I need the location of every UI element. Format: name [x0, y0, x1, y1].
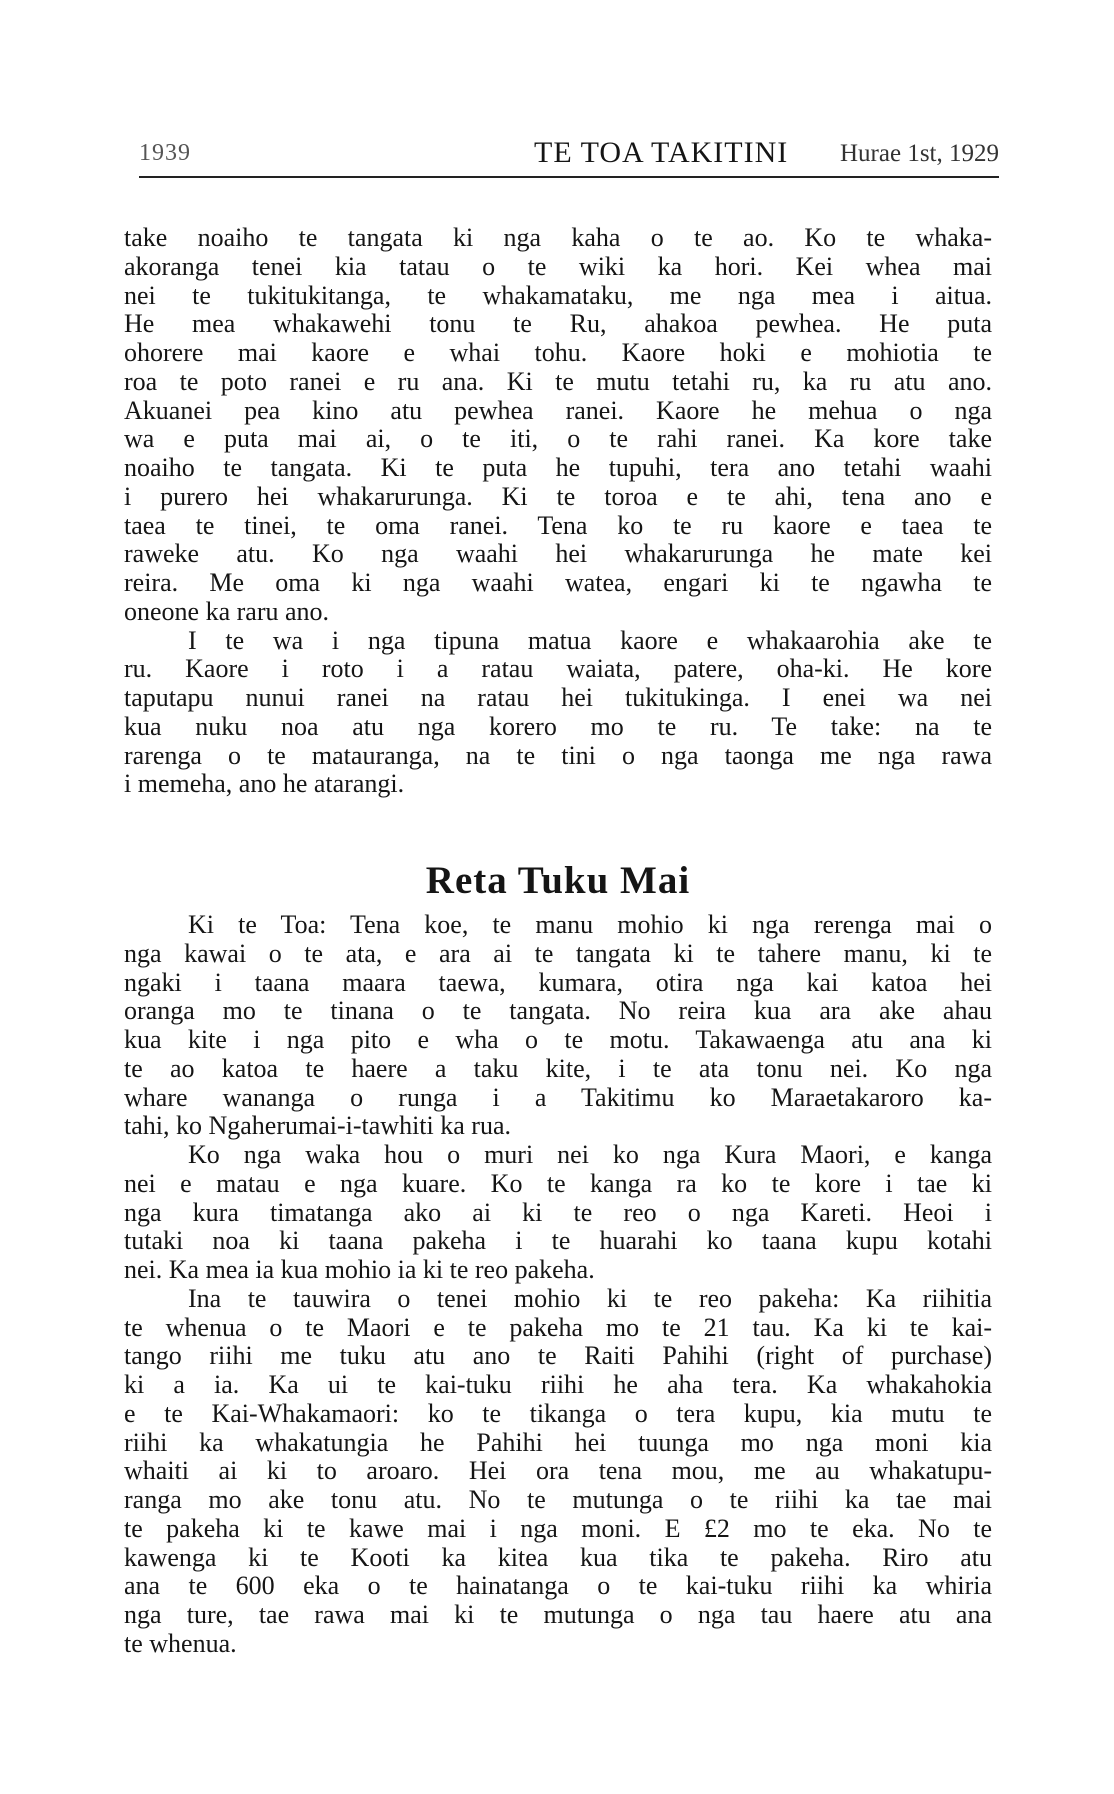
text-line: te ao katoa te haere a taku kite, i te ata tonu nei. Ko nga	[124, 1053, 992, 1083]
text-line: kawenga ki te Kooti ka kitea kua tika te pakeha. Riro atu	[124, 1542, 992, 1572]
text-line: nei te tukitukitanga, te whakamataku, me nga mea i aitua.	[124, 280, 992, 310]
text-line: ki a ia. Ka ui te kai-tuku riihi he aha tera. Ka whakahokia	[124, 1370, 992, 1399]
text-line: whaiti ai ki to aroaro. Hei ora tena mou, me au whakatupu-	[124, 1456, 992, 1486]
text-line: rarenga o te matauranga, na te tini o nga taonga me nga rawa	[124, 740, 992, 770]
text-line: te pakeha ki te kawe mai i nga moni. E £2 mo te eka. No te	[124, 1513, 992, 1543]
text-line: Ko nga waka hou o muri nei ko nga Kura Maori, e kanga	[188, 1140, 992, 1169]
page-header	[139, 136, 999, 178]
text-line: tahi, ko Ngaherumai-i-tawhiti ka rua.	[124, 1111, 511, 1141]
letter-body	[124, 911, 992, 1659]
text-line: i memeha, ano he atarangi.	[124, 769, 405, 799]
text-line: akoranga tenei kia tatau o te wiki ka hori. Kei whea mai	[124, 251, 992, 281]
text-line: riihi ka whakatungia he Pahihi hei tuunga mo nga moni kia	[124, 1427, 992, 1457]
text-line: ngaki i taana maara taewa, kumara, otira nga kai katoa hei	[124, 967, 992, 997]
text-line: oranga mo te tinana o te tangata. No reira kua ara ake ahau	[124, 996, 992, 1026]
text-line: tutaki noa ki taana pakeha i te huarahi ko taana kupu kotahi	[124, 1226, 992, 1256]
text-line: I te wa i nga tipuna matua kaore e whakaarohia ake te	[188, 625, 992, 655]
page-number: 1939	[139, 140, 191, 166]
text-line: nga kura timatanga ako ai ki te reo o nga Kareti. Heoi i	[124, 1197, 992, 1227]
text-line: kua nuku noa atu nga korero mo te ru. Te take: na te	[124, 711, 992, 741]
text-line: roa te poto ranei e ru ana. Ki te mutu tetahi ru, ka ru atu ano.	[124, 366, 992, 396]
text-line: kua kite i nga pito e wha o te motu. Takawaenga atu ana ki	[124, 1025, 992, 1054]
text-line: whare wananga o runga i a Takitimu ko Maraetakaroro ka-	[124, 1082, 992, 1112]
text-line: nei e matau e nga kuare. Ko te kanga ra ko te kore i tae ki	[124, 1168, 992, 1198]
text-line: take noaiho te tangata ki nga kaha o te ao. Ko te whaka-	[124, 223, 992, 252]
text-line: ru. Kaore i roto i a ratau waiata, patere, oha-ki. He kore	[124, 654, 992, 684]
text-line: raweke atu. Ko nga waahi hei whakarurunga he mate kei	[124, 539, 992, 569]
text-line: te whenua o te Maori e te pakeha mo te 21 tau. Ka ki te kai-	[124, 1312, 992, 1342]
text-line: oneone ka raru ano.	[124, 596, 330, 626]
text-line: taea te tinei, te oma ranei. Tena ko te ru kaore e taea te	[124, 510, 992, 540]
issue-date: Hurae 1st, 1929	[840, 140, 999, 167]
text-line: e te Kai-Whakamaori: ko te tikanga o tera kupu, kia mutu te	[124, 1398, 992, 1428]
text-line: ohorere mai kaore e whai tohu. Kaore hoki e mohiotia te	[124, 338, 992, 367]
section-title: Reta Tuku Mai	[425, 859, 691, 902]
text-line: wa e puta mai ai, o te iti, o te rahi ranei. Ka kore take	[124, 424, 992, 454]
text-line: Akuanei pea kino atu pewhea ranei. Kaore he mehua o nga	[124, 395, 992, 425]
publication-title: TE TOA TAKITINI	[534, 136, 789, 169]
text-line: Ki te Toa: Tena koe, te manu mohio ki nga rerenga mai o	[188, 910, 992, 939]
text-line: nga kawai o te ata, e ara ai te tangata ki te tahere manu, ki te	[124, 938, 992, 968]
text-line: noaiho te tangata. Ki te puta he tupuhi, tera ano tetahi waahi	[124, 453, 992, 482]
article-body	[124, 224, 992, 799]
text-line: i purero hei whakarurunga. Ki te toroa e te ahi, tena ano e	[124, 481, 992, 511]
text-line: te whenua.	[124, 1628, 237, 1658]
text-line: nei. Ka mea ia kua mohio ia ki te reo pakeha.	[124, 1255, 595, 1284]
text-line: nga ture, tae rawa mai ki te mutunga o nga tau haere atu ana	[124, 1600, 992, 1629]
text-line: ranga mo ake tonu atu. No te mutunga o te riihi ka tae mai	[124, 1485, 992, 1514]
text-line: tango riihi me tuku atu ano te Raiti Pahihi (right of purchase)	[124, 1341, 992, 1371]
text-line: Ina te tauwira o tenei mohio ki te reo pakeha: Ka riihitia	[188, 1283, 992, 1313]
text-line: taputapu nunui ranei na ratau hei tukitukinga. I enei wa nei	[124, 683, 992, 712]
text-line: He mea whakawehi tonu te Ru, ahakoa pewhea. He puta	[124, 309, 992, 339]
text-line: ana te 600 eka o te hainatanga o te kai-tuku riihi ka whiria	[124, 1571, 992, 1601]
text-line: reira. Me oma ki nga waahi watea, engari ki te ngawha te	[124, 568, 992, 597]
